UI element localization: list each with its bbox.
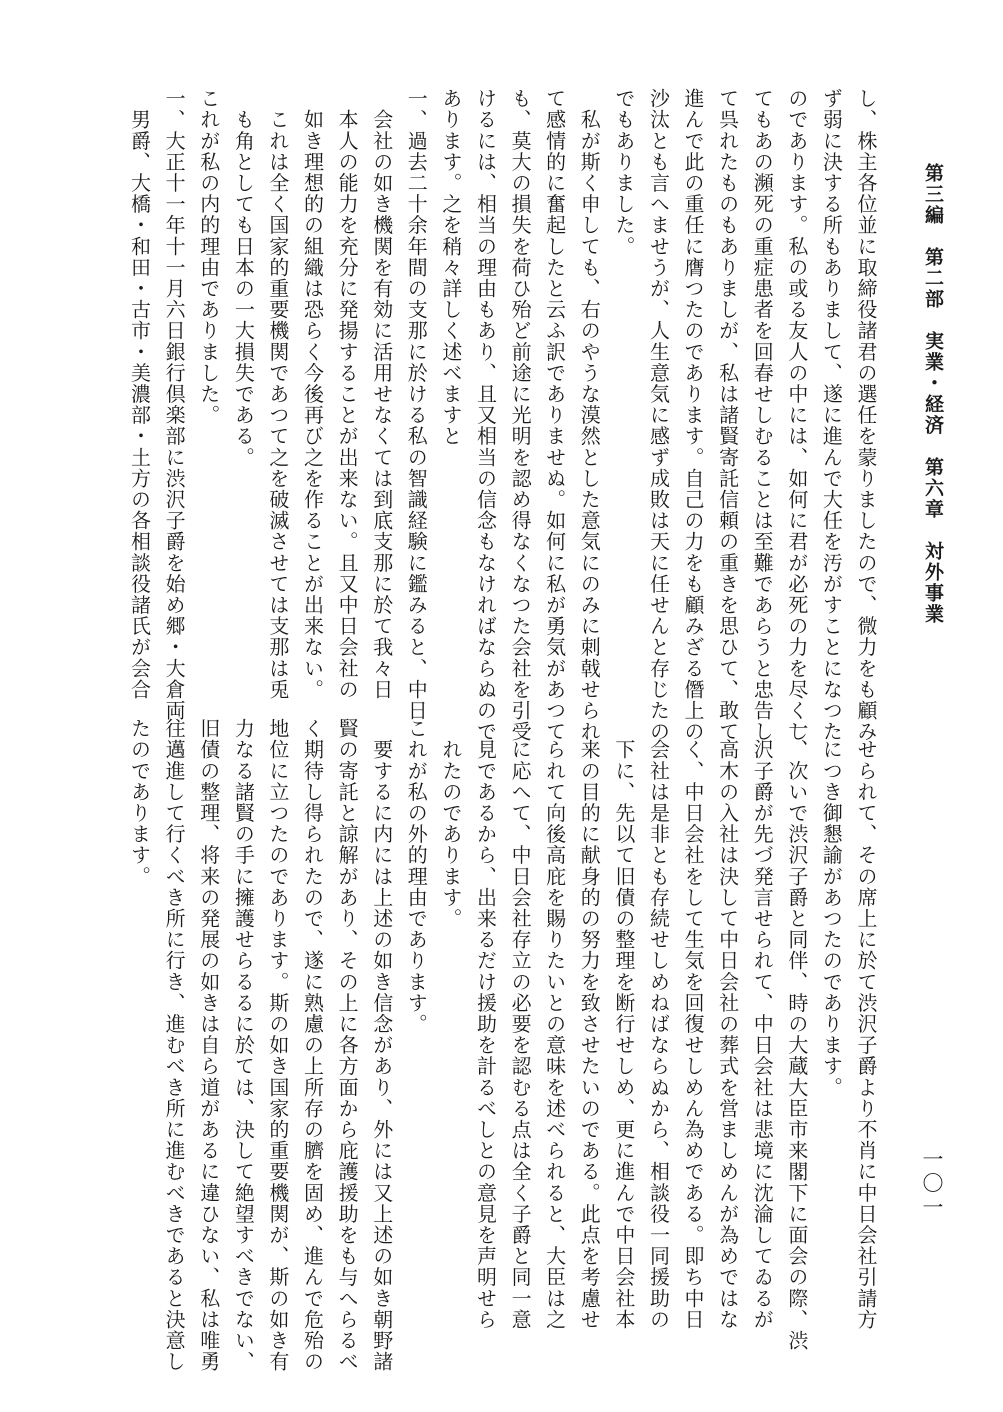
text-line: 力なる諸賢の手に擁護せらるるに於ては、決して絶望すべきでない、 [231, 718, 256, 1373]
text-line: ず弱に決する所もありまして、遂に進んで大任を汚がすことになつた [819, 88, 844, 743]
text-line: 一、次いで渋沢子爵と同伴、時の大蔵大臣市来閣下に面会の際、渋 [784, 718, 809, 1351]
text-line: あります。之を稍々詳しく述べますと [438, 88, 463, 447]
upper-text-block [122, 88, 883, 743]
text-line: 地位に立つたのであります。斯の如き国家的重要機関が、斯の如き有 [265, 718, 290, 1373]
text-line: 本人の能力を充分に発揚することが出来ない。且又中日会社の [335, 88, 360, 700]
text-line: れたのであります。 [438, 718, 463, 929]
text-line: せられて、その席上に於て渋沢子爵より不肖に中日会社引請方 [854, 718, 878, 1330]
text-line: 私が斯く申しても、右のやうな漠然とした意気にのみに刺戟せられ [577, 88, 602, 743]
text-line: 男爵、大橋・和田・古市・美濃部・土方の各相談役諸氏が会合 [127, 88, 152, 700]
text-line: 一、過去二十余年間の支那に於ける私の智識経験に鑑みると、中日 [404, 88, 429, 721]
text-line: てもあの瀕死の重症患者を回春せしむることは至難であらうと忠告し [750, 88, 775, 743]
text-line: 沙汰とも言へませうが、人生意気に感ず成敗は天に任せんと存じたの [646, 88, 671, 743]
text-line: 沢子爵が先づ発言せられて、中日会社は悲境に沈淪してゐるが [750, 718, 775, 1330]
text-line: のであります。私の或る友人の中には、如何に君が必死の力を尽くし [784, 88, 809, 743]
text-line: 旧債の整理、将来の発展の如きは自ら道があるに違ひない、私は唯勇 [196, 718, 221, 1373]
text-line: 一、大正十一年十一月六日銀行倶楽部に渋沢子爵を始め郷・大倉両 [162, 88, 187, 721]
text-line: 往邁進して行くべき所に行き、進むべき所に進むべきであると決意し [162, 718, 187, 1373]
text-line: これが私の内的理由でありました。 [196, 88, 221, 426]
text-line: でもありました。 [611, 88, 636, 257]
text-line: けるには、相当の理由もあり、且又相当の信念もなければならぬので [473, 88, 498, 743]
text-line: 進んで此の重任に膺つたのであります。自己の力をも顧みざる僭上の [681, 88, 706, 743]
text-line: く期待し得られたので、遂に熟慮の上所存の臍を固め、進んで危殆の [300, 718, 325, 1373]
text-line: 賢の寄託と諒解があり、その上に各方面から庇護援助をも与へらるべ [335, 718, 360, 1373]
text-line: 会社は是非とも存続せしめねばならぬから、相談役一同援助の [646, 718, 671, 1330]
text-line: これは全く国家的重要機関であつて之を破滅させては支那は兎 [265, 88, 290, 700]
text-line: 会社の如き機関を有効に活用せなくては到底支那に於て我々日 [369, 88, 394, 700]
text-line: し、株主各位並に取締役諸君の選任を蒙りましたので、微力をも顧み [854, 88, 878, 743]
text-line: 下に、先以て旧債の整理を断行せしめ、更に進んで中日会社本 [611, 718, 636, 1330]
text-line: も角としても日本の一大損失である。 [231, 88, 256, 468]
text-line: く、中日会社をして生気を回復せしめん為めである。即ち中日 [681, 718, 706, 1330]
text-line: につき御懇諭があつたのであります。 [819, 718, 844, 1098]
lower-text-block [122, 718, 883, 1373]
text-line: これが私の外的理由であります。 [404, 718, 429, 1035]
text-line: たのであります。 [127, 718, 152, 887]
text-line: られて向後高庇を賜りたいとの意味を述べられると、大臣は之 [542, 718, 567, 1330]
text-line: 来の目的に献身的の努力を致させたいのである。此点を考慮せ [577, 718, 602, 1330]
text-line: 如き理想的の組織は恐らく今後再び之を作ることが出来ない。 [300, 88, 325, 700]
text-line: て感情的に奮起したと云ふ訳でありませぬ。如何に私が勇気があつて [542, 88, 567, 743]
text-line: 要するに内には上述の如き信念があり、外には又上述の如き朝野諸 [369, 718, 394, 1373]
page-number: 一〇一 [920, 1148, 944, 1220]
text-line: に応へて、中日会社存立の必要を認むる点は全く子爵と同一意 [508, 718, 533, 1330]
running-header: 第三編 第二部 実業・経済 第六章 対外事業 [922, 163, 944, 625]
text-line: も、莫大の損失を荷ひ殆ど前途に光明を認め得なくなつた会社を引受 [508, 88, 533, 743]
text-line: 高木の入社は決して中日会社の葬式を営ましめんが為めではな [715, 718, 740, 1330]
text-line: 見であるから、出来るだけ援助を計るべしとの意見を声明せら [473, 718, 498, 1330]
text-line: て呉れたものもありましが、私は諸賢寄託信頼の重きを思ひて、敢て [715, 88, 740, 743]
